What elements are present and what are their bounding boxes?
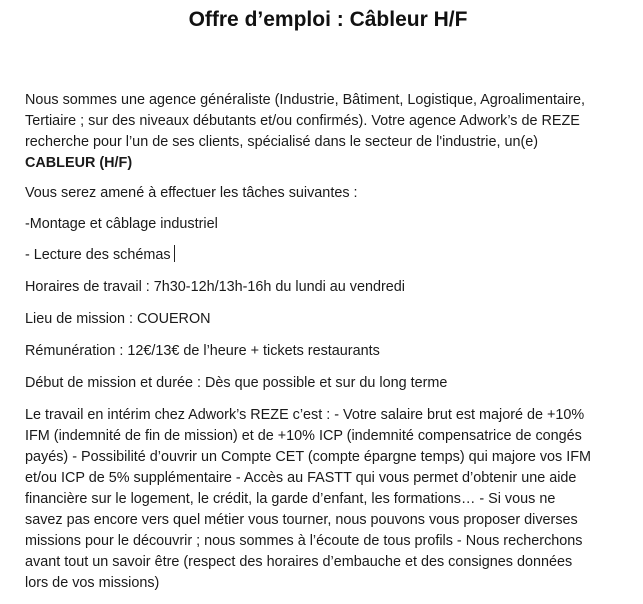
benefits-paragraph <box>25 405 637 594</box>
benefits-line: lors de vos missions) <box>25 575 160 591</box>
intro-line: recherche pour l’un de ses clients, spécialisé dans le secteur de l'industrie, un(e) <box>25 134 539 150</box>
page-title: Offre d’emploi : Câbleur H/F <box>188 8 468 31</box>
benefits-line: payés) - Possibilité d’ouvrir un Compte CET (compte épargne temps) qui majore vos IFM <box>25 449 591 465</box>
intro-paragraph <box>25 90 637 174</box>
benefits-line: savez pas encore vers quel métier vous tourner, nous pouvons vous proposer diverses <box>25 512 578 528</box>
benefits-line: Le travail en intérim chez Adwork’s REZE c’est : - Votre salaire brut est majoré de +10% <box>25 407 585 423</box>
document-body <box>25 90 637 594</box>
benefits-line: missions pour le découvrir ; nous sommes à l’écoute de tous profils - Nous recherchons <box>25 533 583 549</box>
job-title: CABLEUR (H/F) <box>25 155 133 171</box>
intro-line: Tertiaire ; sur des niveaux débutants et/ou confirmés). Votre agence Adwork’s de REZE <box>25 113 580 129</box>
benefits-line: financière sur le logement, le crédit, la garde d’enfant, les formations… - Si vous ne <box>25 491 556 507</box>
task-item: -Montage et câblage industriel <box>25 216 218 232</box>
task-item: - Lecture des schémas <box>25 245 637 266</box>
intro-line: Nous sommes une agence généraliste (Industrie, Bâtiment, Logistique, Agroalimentaire, <box>25 92 585 108</box>
text-cursor <box>174 245 175 262</box>
location-line: Lieu de mission : COUERON <box>25 311 211 327</box>
hours-line: Horaires de travail : 7h30-12h/13h-16h du lundi au vendredi <box>25 279 406 295</box>
benefits-line: IFM (indemnité de fin de mission) et de +10% ICP (indemnité compensatrice de congés <box>25 428 582 444</box>
tasks-intro: Vous serez amené à effectuer les tâches suivantes : <box>25 185 358 201</box>
benefits-line: avant tout un savoir être (respect des horaires d’embauche et des consignes données <box>25 554 573 570</box>
pay-line: Rémunération : 12€/13€ de l’heure + tickets restaurants <box>25 343 380 359</box>
benefits-line: et/ou ICP de 5% supplémentaire - Accès au FASTT qui vous permet d’obtenir une aide <box>25 470 577 486</box>
start-line: Début de mission et durée : Dès que possible et sur du long terme <box>25 375 448 391</box>
